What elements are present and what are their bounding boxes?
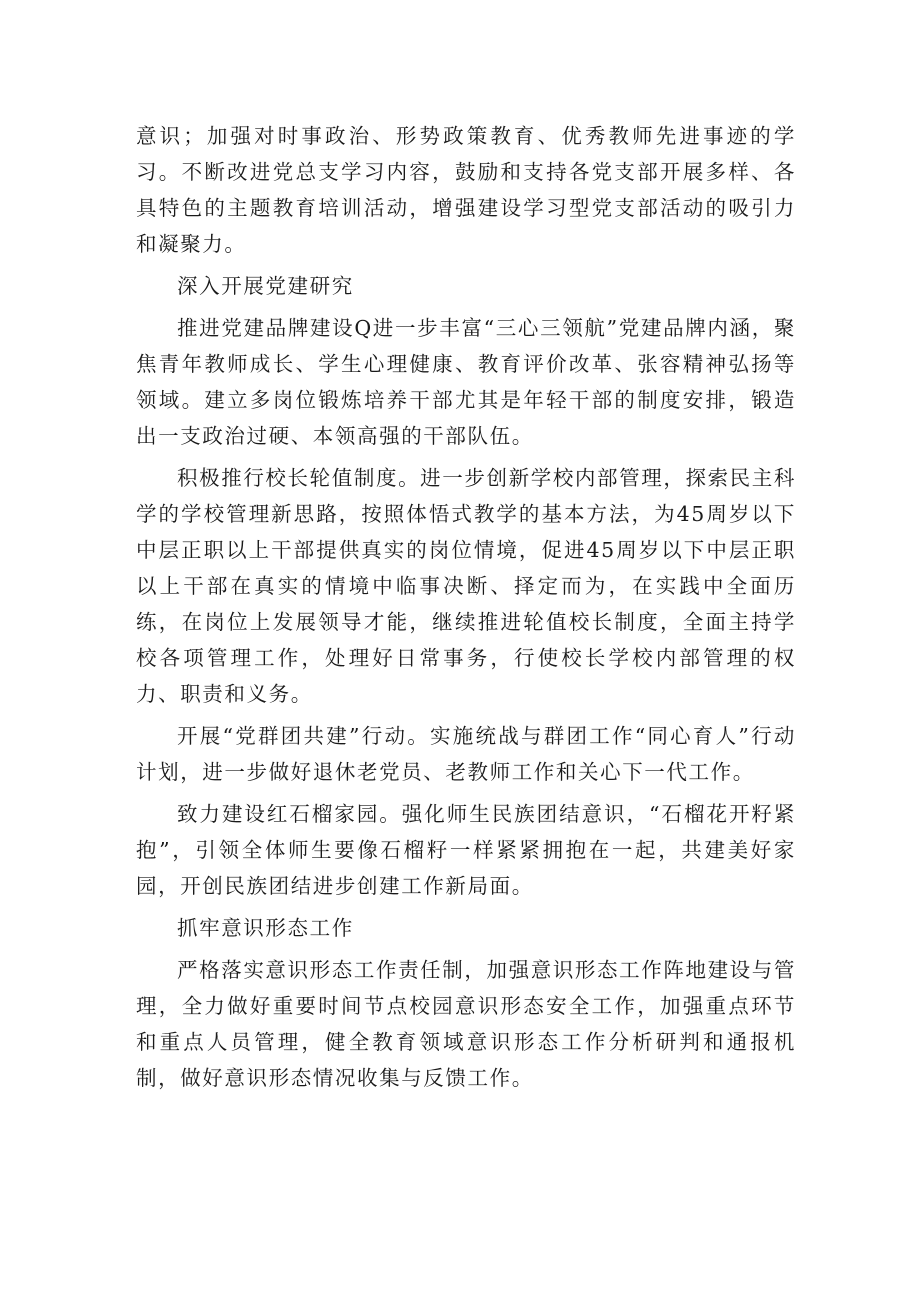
paragraph-pomegranate-home: 致力建设红石榴家园。强化师生民族团结意识，“石榴花开籽紧抱”，引领全体师生要像石榴籽一样紧紧拥抱在一起，共建美好家园，开创民族团结进步创建工作新局面。 — [136, 802, 796, 898]
paragraph-party-brand: 推进党建品牌建设Q进一步丰富“三心三领航”党建品牌内涵，聚焦青年教师成长、学生心理健康、教育评价改革、张容精神弘扬等领域。建立多岗位锻炼培养干部尤其是年轻干部的制度安排，锻造出一支政治过硬、本领高强的干部队伍。 — [136, 316, 796, 448]
section-heading-party-research: 深入开展党建研究 — [177, 274, 354, 298]
paragraph-rotating-principal: 积极推行校长轮值制度。进一步创新学校内部管理，探索民主科学的学校管理新思路，按照体悟式教学的基本方法，为45周岁以下中层正职以上干部提供真实的岗位情境，促进45周岁以下中层正职以上干部在真实的情境中临事决断、择定而为，在实践中全面历练，在岗位上发展领导才能，继续推进轮值校长制度，全面主持学校各项管理工作，处理好日常事务，行使校长学校内部管理的权力、职责和义务。 — [136, 466, 796, 706]
paragraph-joint-building: 开展“党群团共建”行动。实施统战与群团工作“同心育人”行动计划，进一步做好退休老党员、老教师工作和关心下一代工作。 — [136, 724, 796, 784]
document-body — [136, 118, 796, 1102]
paragraph-study-content: 意识；加强对时事政治、形势政策教育、优秀教师先进事迹的学习。不断改进党总支学习内容，鼓励和支持各党支部开展多样、各具特色的主题教育培训活动，增强建设学习型党支部活动的吸引力和凝聚力。 — [136, 124, 796, 256]
section-heading-ideology: 抓牢意识形态工作 — [177, 916, 354, 940]
paragraph-ideology-responsibility: 严格落实意识形态工作责任制，加强意识形态工作阵地建设与管理，全力做好重要时间节点校园意识形态安全工作，加强重点环节和重点人员管理，健全教育领域意识形态工作分析研判和通报机制，做好意识形态情况收集与反馈工作。 — [136, 958, 796, 1090]
